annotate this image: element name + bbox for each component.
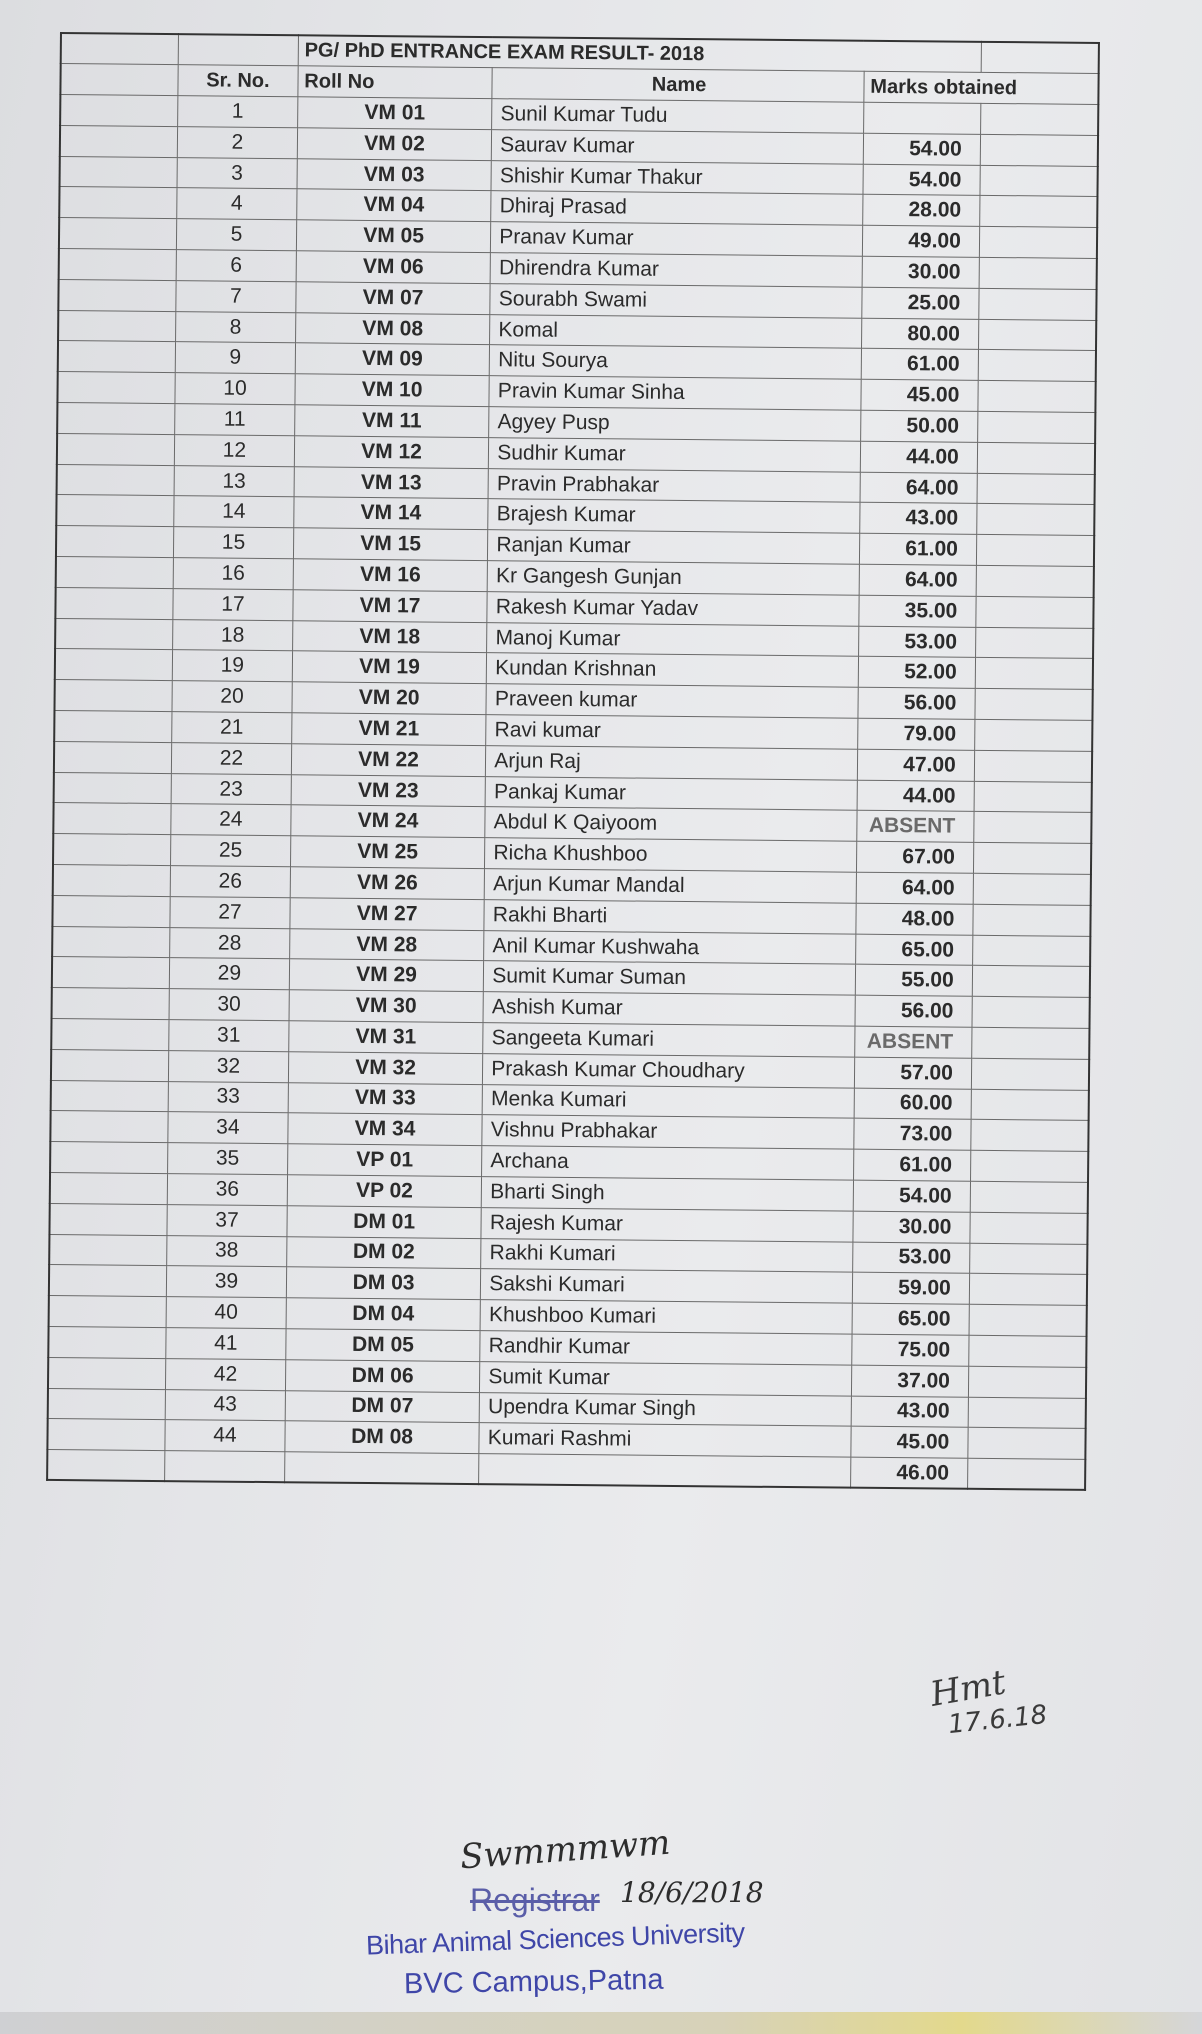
name-cell: Sakshi Kumari <box>481 1269 853 1303</box>
sr-no-cell: 13 <box>174 465 294 497</box>
marks-cell: 28.00 <box>863 195 980 227</box>
row-spacer <box>60 125 178 157</box>
university-name: Bihar Animal Sciences University <box>365 1917 746 1961</box>
marks-cell: 25.00 <box>862 287 979 319</box>
row-end <box>972 935 1090 967</box>
marks-cell: 30.00 <box>853 1211 970 1243</box>
row-spacer <box>48 1326 166 1358</box>
row-end <box>976 565 1094 597</box>
row-end <box>972 997 1090 1029</box>
marks-cell: 75.00 <box>852 1334 969 1366</box>
marks-cell: 53.00 <box>858 626 975 658</box>
marks-cell: 44.00 <box>860 441 977 473</box>
marks-cell: 52.00 <box>858 657 975 689</box>
row-spacer <box>58 310 176 342</box>
name-cell: Brajesh Kumar <box>488 499 860 533</box>
name-cell: Rakesh Kumar Yadav <box>487 591 859 625</box>
roll-no-cell: VM 07 <box>296 282 491 315</box>
row-end <box>971 1089 1089 1121</box>
roll-no-cell: VM 02 <box>297 128 492 161</box>
name-cell: Rajesh Kumar <box>481 1207 853 1241</box>
row-end <box>969 1335 1087 1367</box>
roll-no-cell: VM 24 <box>291 805 486 838</box>
name-cell: Sumit Kumar <box>480 1361 852 1395</box>
row-end <box>969 1274 1087 1306</box>
row-end <box>977 442 1095 474</box>
marks-cell: 60.00 <box>854 1088 971 1120</box>
roll-no-cell: VM 12 <box>294 436 489 469</box>
sr-no-cell: 33 <box>168 1081 288 1113</box>
row-end <box>975 689 1093 721</box>
marks-cell: 56.00 <box>855 995 972 1027</box>
marks-cell: 65.00 <box>855 934 972 966</box>
sr-no-cell: 3 <box>177 157 297 189</box>
roll-no-cell: VM 10 <box>295 374 490 407</box>
sr-no-cell: 29 <box>169 958 289 990</box>
roll-no-cell: VM 14 <box>294 497 489 530</box>
roll-no-cell: VP 02 <box>287 1175 482 1208</box>
name-cell: Sumit Kumar Suman <box>484 961 856 995</box>
row-end <box>977 504 1095 536</box>
marks-cell: 67.00 <box>856 841 973 873</box>
marks-cell: 54.00 <box>863 133 980 165</box>
roll-no-cell: DM 08 <box>285 1421 480 1454</box>
row-spacer <box>59 249 177 281</box>
row-spacer <box>50 1111 168 1143</box>
marks-cell: ABSENT <box>857 811 974 843</box>
marks-cell: 46.00 <box>850 1457 967 1489</box>
name-cell: Richa Khushboo <box>485 838 857 872</box>
row-end <box>970 1150 1088 1182</box>
sr-no-cell: 14 <box>174 496 294 528</box>
roll-no-cell: DM 03 <box>286 1267 481 1300</box>
row-spacer <box>52 988 170 1020</box>
row-spacer <box>59 187 177 219</box>
row-spacer <box>60 95 178 127</box>
name-cell: Nitu Sourya <box>490 345 862 379</box>
roll-no-cell: VM 05 <box>296 220 491 253</box>
row-end <box>971 1058 1089 1090</box>
row-spacer <box>52 895 170 927</box>
marks-cell <box>863 102 980 134</box>
marks-cell: ABSENT <box>855 1026 972 1058</box>
sr-no-cell: 40 <box>166 1297 286 1329</box>
name-cell: Sangeeta Kumari <box>483 1023 855 1057</box>
roll-no-cell: VM 30 <box>289 990 484 1023</box>
row-spacer <box>55 587 173 619</box>
sr-no-cell: 5 <box>176 219 296 251</box>
roll-no-cell: VM 23 <box>291 774 486 807</box>
name-cell: Kr Gangesh Gunjan <box>487 561 859 595</box>
roll-no-cell: VM 09 <box>295 343 490 376</box>
row-spacer <box>53 834 171 866</box>
name-cell: Upendra Kumar Singh <box>479 1392 851 1426</box>
name-cell: Agyey Pusp <box>489 407 861 441</box>
row-spacer <box>49 1234 167 1266</box>
roll-no-cell: VM 13 <box>294 466 489 499</box>
row-end <box>971 1120 1089 1152</box>
sr-no-cell: 31 <box>169 1020 289 1052</box>
row-end <box>979 288 1097 320</box>
marks-cell: 80.00 <box>861 318 978 350</box>
row-end <box>968 1428 1086 1460</box>
name-cell: Prakash Kumar Choudhary <box>483 1053 855 1087</box>
row-end <box>970 1181 1088 1213</box>
row-spacer <box>56 557 174 589</box>
row-end <box>968 1366 1086 1398</box>
roll-no-cell: VM 20 <box>292 682 487 715</box>
row-end <box>978 381 1096 413</box>
name-cell: Archana <box>482 1146 854 1180</box>
marks-cell: 54.00 <box>863 164 980 196</box>
row-end <box>967 1458 1085 1490</box>
row-end <box>973 873 1091 905</box>
row-end <box>970 1212 1088 1244</box>
sr-no-cell: 8 <box>176 311 296 343</box>
marks-cell: 45.00 <box>851 1427 968 1459</box>
row-end <box>976 596 1094 628</box>
roll-no-cell: VM 29 <box>289 959 484 992</box>
row-end <box>972 966 1090 998</box>
marks-cell: 59.00 <box>852 1273 969 1305</box>
marks-cell: 56.00 <box>858 687 975 719</box>
row-spacer <box>57 403 175 435</box>
roll-no-cell: VM 16 <box>293 559 488 592</box>
marks-cell: 54.00 <box>853 1180 970 1212</box>
row-end <box>969 1243 1087 1275</box>
sr-no-cell: 34 <box>168 1112 288 1144</box>
name-header: Name <box>492 68 864 102</box>
row-end <box>969 1304 1087 1336</box>
roll-no-cell: VM 27 <box>290 898 485 931</box>
roll-no-cell: DM 04 <box>286 1298 481 1331</box>
row-spacer <box>55 649 173 681</box>
sr-no-cell: 22 <box>171 742 291 774</box>
roll-no-cell: VM 25 <box>290 836 485 869</box>
row-spacer <box>55 618 173 650</box>
name-cell: Ashish Kumar <box>483 992 855 1026</box>
row-end <box>978 319 1096 351</box>
marks-cell: 44.00 <box>857 780 974 812</box>
registrar-title: Registrar <box>470 1882 600 1918</box>
sr-no-cell: 17 <box>173 588 293 620</box>
row-spacer <box>47 1450 165 1482</box>
roll-no-cell: VM 21 <box>291 713 486 746</box>
roll-no-cell: VM 08 <box>295 312 490 345</box>
document-title: PG/ PhD ENTRANCE EXAM RESULT- 2018 <box>298 35 981 72</box>
roll-no-cell: VM 18 <box>292 620 487 653</box>
row-end <box>973 904 1091 936</box>
marks-cell: 50.00 <box>860 410 977 442</box>
marks-cell: 47.00 <box>857 749 974 781</box>
sr-no-cell: 39 <box>166 1266 286 1298</box>
sr-no-cell: 18 <box>173 619 293 651</box>
roll-no-cell: VM 06 <box>296 251 491 284</box>
row-end <box>976 535 1094 567</box>
roll-no-cell: VM 22 <box>291 744 486 777</box>
roll-no-cell: VM 17 <box>293 590 488 623</box>
roll-no-cell: DM 05 <box>286 1329 481 1362</box>
row-end <box>974 812 1092 844</box>
row-spacer <box>56 495 174 527</box>
sr-no-cell: 10 <box>175 373 295 405</box>
marks-cell: 64.00 <box>860 472 977 504</box>
name-cell: Pranav Kumar <box>491 222 863 256</box>
campus-name: BVC Campus,Patna <box>403 1963 664 2001</box>
marks-cell: 73.00 <box>854 1119 971 1151</box>
name-cell: Sudhir Kumar <box>489 437 861 471</box>
roll-no-cell: VM 11 <box>294 405 489 438</box>
roll-no-cell: DM 01 <box>287 1206 482 1239</box>
name-cell: Dhiraj Prasad <box>491 191 863 225</box>
row-end <box>980 134 1098 166</box>
row-spacer <box>53 864 171 896</box>
marks-cell: 43.00 <box>851 1396 968 1428</box>
marks-cell: 57.00 <box>854 1057 971 1089</box>
row-spacer <box>52 926 170 958</box>
row-end <box>975 658 1093 690</box>
marks-cell: 79.00 <box>857 718 974 750</box>
row-spacer <box>57 433 175 465</box>
name-cell: Kumari Rashmi <box>479 1423 851 1457</box>
row-spacer <box>59 218 177 250</box>
name-cell: Menka Kumari <box>482 1084 854 1118</box>
roll-no-cell: VP 01 <box>287 1144 482 1177</box>
row-end <box>975 627 1093 659</box>
sr-no-cell: 12 <box>174 434 294 466</box>
name-cell: Arjun Kumar Mandal <box>484 869 856 903</box>
marks-cell: 49.00 <box>862 225 979 257</box>
row-spacer <box>51 1018 169 1050</box>
row-spacer <box>54 772 172 804</box>
name-cell: Pravin Prabhakar <box>488 468 860 502</box>
sr-no-cell: 4 <box>177 188 297 220</box>
sr-no-cell <box>165 1451 285 1483</box>
row-spacer <box>57 372 175 404</box>
roll-no-cell: VM 26 <box>290 867 485 900</box>
name-cell: Rakhi Bharti <box>484 899 856 933</box>
row-spacer <box>58 279 176 311</box>
roll-no-cell: VM 31 <box>289 1021 484 1054</box>
sr-no-cell: 21 <box>172 712 292 744</box>
marks-cell: 35.00 <box>859 595 976 627</box>
sr-no-cell: 43 <box>165 1389 285 1421</box>
signature-date: 17.6.18 <box>946 1699 1049 1741</box>
name-cell: Praveen kumar <box>486 684 858 718</box>
row-spacer <box>48 1388 166 1420</box>
name-cell: Pravin Kumar Sinha <box>489 376 861 410</box>
row-end <box>979 196 1097 228</box>
row-end <box>971 1027 1089 1059</box>
row-spacer <box>57 464 175 496</box>
marks-cell: 45.00 <box>861 379 978 411</box>
officer-signature <box>927 1662 1049 1741</box>
name-cell: Saurav Kumar <box>492 130 864 164</box>
row-spacer <box>53 803 171 835</box>
marks-cell: 64.00 <box>859 564 976 596</box>
roll-no-cell: DM 07 <box>285 1390 480 1423</box>
row-end <box>974 750 1092 782</box>
sr-no-cell: 44 <box>165 1420 285 1452</box>
sr-no-cell: 42 <box>165 1358 285 1390</box>
row-spacer <box>49 1296 167 1328</box>
sr-no-cell: 27 <box>170 896 290 928</box>
roll-no-cell: VM 01 <box>297 97 492 130</box>
row-end <box>974 719 1092 751</box>
sr-no-cell: 37 <box>167 1204 287 1236</box>
sr-no-cell: 7 <box>176 281 296 313</box>
sr-no-cell: 16 <box>173 558 293 590</box>
name-cell: Khushboo Kumari <box>480 1300 852 1334</box>
row-end <box>977 411 1095 443</box>
sr-no-cell: 38 <box>167 1235 287 1267</box>
row-spacer <box>60 156 178 188</box>
name-cell: Vishnu Prabhakar <box>482 1115 854 1149</box>
name-cell: Komal <box>490 314 862 348</box>
sr-no-cell: 6 <box>176 250 296 282</box>
marks-cell: 61.00 <box>861 349 978 381</box>
sr-no-cell: 35 <box>168 1143 288 1175</box>
marks-cell: 64.00 <box>856 872 973 904</box>
row-spacer <box>54 680 172 712</box>
marks-cell: 61.00 <box>853 1149 970 1181</box>
sr-no-cell: 28 <box>170 927 290 959</box>
name-cell: Dhirendra Kumar <box>490 253 862 287</box>
sr-no-cell: 36 <box>167 1174 287 1206</box>
roll-no-cell: VM 28 <box>289 928 484 961</box>
name-cell: Ranjan Kumar <box>488 530 860 564</box>
sr-no-cell: 19 <box>172 650 292 682</box>
signature-initials: Hmt <box>927 1662 1009 1715</box>
name-cell: Kundan Krishnan <box>487 653 859 687</box>
row-end <box>978 350 1096 382</box>
sr-no-cell: 2 <box>177 127 297 159</box>
marks-cell: 55.00 <box>855 965 972 997</box>
roll-no-cell <box>284 1452 479 1485</box>
sr-no-cell: 26 <box>170 866 290 898</box>
sr-no-cell: 1 <box>178 96 298 128</box>
row-spacer <box>49 1265 167 1297</box>
row-end <box>979 257 1097 289</box>
row-spacer <box>47 1419 165 1451</box>
result-table <box>46 32 1100 1491</box>
marks-cell: 30.00 <box>862 256 979 288</box>
name-cell: Pankaj Kumar <box>485 776 857 810</box>
name-cell: Ravi kumar <box>486 715 858 749</box>
registrar-signature: Swmmmwm <box>458 1822 672 1878</box>
row-spacer <box>52 957 170 989</box>
marks-cell: 43.00 <box>860 503 977 535</box>
row-spacer <box>54 711 172 743</box>
row-end <box>974 781 1092 813</box>
roll-no-cell: VM 33 <box>288 1082 483 1115</box>
sr-no-cell: 30 <box>169 989 289 1021</box>
marks-cell: 65.00 <box>852 1303 969 1335</box>
row-end <box>977 473 1095 505</box>
name-cell: Shishir Kumar Thakur <box>491 160 863 194</box>
row-spacer <box>50 1172 168 1204</box>
roll-no-cell: VM 04 <box>297 189 492 222</box>
name-cell: Randhir Kumar <box>480 1331 852 1365</box>
roll-no-cell: VM 03 <box>297 158 492 191</box>
name-cell: Abdul K Qaiyoom <box>485 807 857 841</box>
roll-no-header: Roll No <box>298 66 493 99</box>
name-cell: Arjun Raj <box>486 745 858 779</box>
row-end <box>980 103 1098 135</box>
row-spacer <box>50 1142 168 1174</box>
marks-cell: 53.00 <box>852 1242 969 1274</box>
row-end <box>973 843 1091 875</box>
sr-no-cell: 23 <box>171 773 291 805</box>
row-spacer <box>51 1080 169 1112</box>
row-end <box>968 1397 1086 1429</box>
name-cell: Sunil Kumar Tudu <box>492 99 864 133</box>
marks-cell: 48.00 <box>856 903 973 935</box>
sr-no-cell: 24 <box>171 804 291 836</box>
sr-no-cell: 25 <box>171 835 291 867</box>
sr-no-header: Sr. No. <box>178 65 298 97</box>
sr-no-cell: 11 <box>175 404 295 436</box>
sr-no-cell: 15 <box>173 527 293 559</box>
row-spacer <box>48 1357 166 1389</box>
row-spacer <box>54 741 172 773</box>
sr-no-cell: 9 <box>175 342 295 374</box>
roll-no-cell: VM 34 <box>288 1113 483 1146</box>
name-cell: Rakhi Kumari <box>481 1238 853 1272</box>
roll-no-cell: DM 06 <box>285 1359 480 1392</box>
marks-header: Marks obtained <box>864 72 1099 105</box>
row-spacer <box>58 341 176 373</box>
sr-no-cell: 20 <box>172 681 292 713</box>
row-spacer <box>51 1049 169 1081</box>
row-end <box>980 165 1098 197</box>
sr-no-cell: 41 <box>166 1328 286 1360</box>
name-cell <box>479 1454 851 1488</box>
marks-cell: 61.00 <box>859 533 976 565</box>
row-spacer <box>49 1203 167 1235</box>
name-cell: Manoj Kumar <box>487 622 859 656</box>
roll-no-cell: VM 15 <box>293 528 488 561</box>
name-cell: Anil Kumar Kushwaha <box>484 930 856 964</box>
sr-no-cell: 32 <box>168 1050 288 1082</box>
roll-no-cell: DM 02 <box>286 1236 481 1269</box>
name-cell: Sourabh Swami <box>490 284 862 318</box>
roll-no-cell: VM 19 <box>292 651 487 684</box>
result-document <box>46 32 1100 1491</box>
roll-no-cell: VM 32 <box>288 1052 483 1085</box>
background-edge <box>0 2012 1202 2034</box>
row-spacer <box>56 526 174 558</box>
row-end <box>979 227 1097 259</box>
registrar-date: 18/6/2018 <box>620 1876 764 1909</box>
marks-cell: 37.00 <box>851 1365 968 1397</box>
name-cell: Bharti Singh <box>482 1177 854 1211</box>
